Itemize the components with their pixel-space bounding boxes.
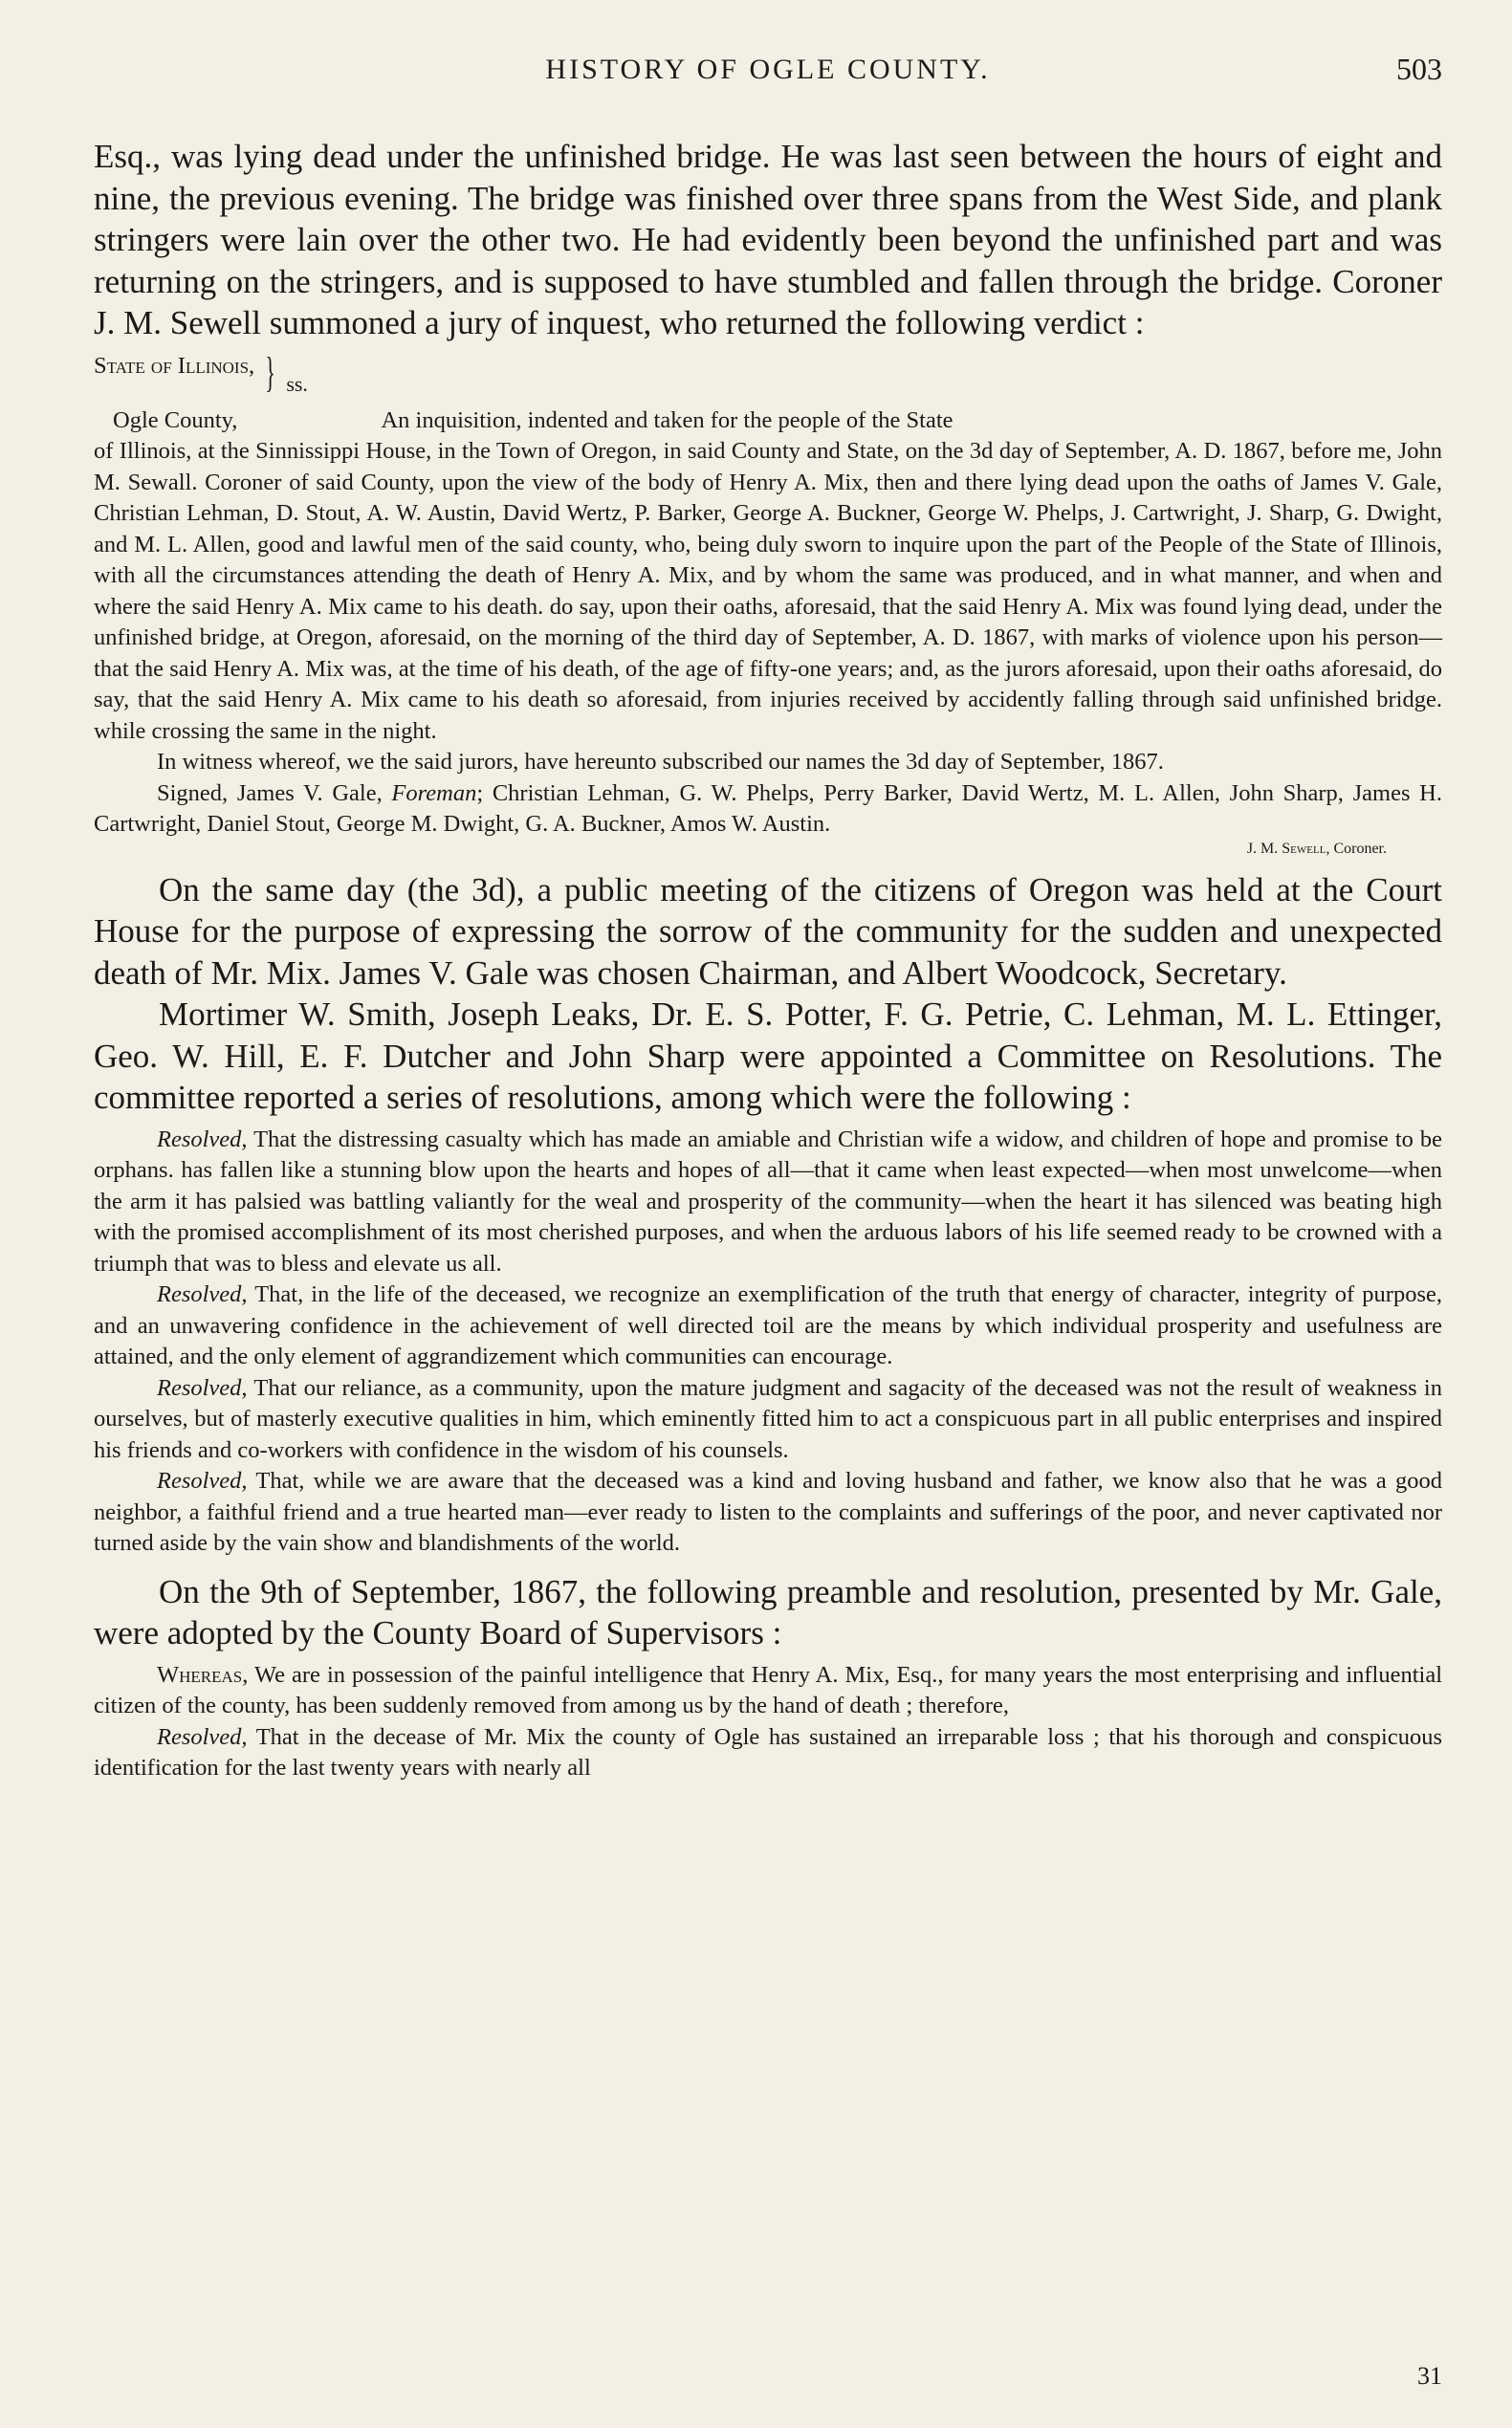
witness-clause: In witness whereof, we the said jurors, have hereunto subscribed our names the 3d day of September, 1867. (157, 749, 1164, 775)
board-resolution (94, 1660, 1442, 1784)
coroner-verdict (94, 348, 1442, 858)
resolution-lead: Resolved, (157, 1468, 248, 1494)
coroner-name: J. M. (1246, 840, 1279, 857)
intro-paragraph: Esq., was lying dead under the unfinished bridge. He was last seen between the hours of eight and nine, the previous evening. The bridge was finished over three spans from the West Side, and plank stringers were lain over the other two. He had evidently been beyond the unfinished part and was returning on the stringers, and is supposed to have stumbled and fallen through the bridge. Coroner J. M. Sewell summoned a jury of inquest, who returned the following verdict : (94, 138, 1442, 341)
venue-lines (94, 352, 254, 381)
signed-rest: ; Christian Lehman, G. W. Phelps, Perry Barker, David Wertz, M. L. Allen, John Sharp, James H. Cartwright, Daniel Stout, George M. Dwight, G. A. Buckner, Amos W. Austin. (94, 779, 1442, 837)
resolution-text: That, in the life of the deceased, we recognize an exemplification of the truth that energy of character, integrity of purpose, and an unwavering confidence in the achievement of well directed toil are the means by which individual prosperity and usefulness are attained, and the only element of aggrandizement which communities can encourage. (94, 1281, 1442, 1369)
narrative-block-3 (94, 1571, 1442, 1654)
signature-mark: 31 (1417, 2362, 1442, 2390)
narrative-block-2 (94, 869, 1442, 1119)
whereas-clause (94, 1660, 1442, 1722)
resolution-lead: Resolved, (157, 1374, 248, 1401)
coroner-signature (1247, 841, 1442, 858)
resolution-text: That our reliance, as a community, upon the mature judgment and sagacity of the deceased was not the result of weakness in ourselves, but of masterly executive qualities in him, which eminently fitted him to act a conspicuous part in all public enterprises and inspired his friends and co-workers with confidence in the wisdom of his counsels. (94, 1374, 1442, 1463)
page-body (94, 136, 1442, 1784)
page-header (94, 52, 1442, 90)
final-resolution-text: That in the decease of Mr. Mix the county of Ogle has sustained an irreparable loss ; that his thorough and conspicuous identification for the last twenty years with nearly all (94, 1723, 1442, 1781)
resolutions-list (94, 1125, 1442, 1560)
resolution-text: That the distressing casualty which has made an amiable and Christian wife a widow, and children of hope and promise to be orphans. has fallen like a stunning blow upon the hearts and hopes of all—that it came when least expected—when most unwelcome—when the arm it has palsied was battling valiantly for the weal and prosperity of the community—when the heart it has silenced was beating high with the promised accomplishment of its most cherished purposes, and when the arduous labors of his life seemed ready to be crowned with a triumph that was to bless and elevate us all. (94, 1126, 1442, 1277)
resolution-text: That, while we are aware that the deceased was a kind and loving husband and father, we know also that he was a good neighbor, a faithful friend and a true hearted man—ever ready to listen to the complaints and sufferings of the poor, and never captivated nor turned aside by the vain show and blandishments of the world. (94, 1468, 1442, 1556)
narrative-block-1 (94, 136, 1442, 344)
inquisition-opening: An inquisition, indented and taken for the people of the State (381, 406, 953, 433)
signed-prefix: Signed, James V. Gale, (157, 779, 383, 806)
foreman-label: Foreman (391, 779, 477, 806)
page-number: 503 (1396, 52, 1442, 86)
inquisition-first-line (94, 405, 1442, 437)
committee-paragraph: Mortimer W. Smith, Joseph Leaks, Dr. E. S. Potter, F. G. Petrie, C. Lehman, M. L. Ettinger, Geo. W. Hill, E. F. Dutcher and John Sharp were appointed a Committee on Resolutions. The committee reported a series of resolutions, among which were the following : (94, 995, 1442, 1116)
resolution-2 (94, 1280, 1442, 1373)
inquisition-text: of Illinois, at the Sinnissippi House, in the Town of Oregon, in said County and State, on the 3d day of September, A. D. 1867, before me, John M. Sewall. Coroner of said County, upon the view of the body of Henry A. Mix, then and there lying dead upon the oaths of James V. Gale, Christian Lehman, D. Stout, A. W. Austin, David Wertz, P. Barker, George A. Buckner, George W. Phelps, J. Cartwright, J. Sharp, G. Dwight, and M. L. Allen, good and lawful men of the said county, who, being duly sworn to inquire upon the part of the People of the State of Illinois, with all the circumstances attending the death of Henry A. Mix, and by whom the same was produced, and in what manner, and when and where the said Henry A. Mix came to his death. do say, upon their oaths, aforesaid, that the said Henry A. Mix was found lying dead, under the unfinished bridge, at Oregon, aforesaid, on the morning of the third day of September, A. D. 1867, with marks of violence upon his person—that the said Henry A. Mix was, at the time of his death, of the age of fifty-one years; and, as the jurors aforesaid, upon their oaths aforesaid, do say, that the said Henry A. Mix came to his death so aforesaid, from injuries received by accidently falling through said unfinished bridge. while crossing the same in the night. (94, 438, 1442, 744)
venue-ss: ss. (286, 371, 308, 396)
meeting-paragraph: On the same day (the 3d), a public meeting of the citizens of Oregon was held at the Court House for the purpose of expressing the sorrow of the community for the sudden and unexpected death of Mr. Mix. James V. Gale was chosen Chairman, and Albert Woodcock, Secretary. (94, 870, 1442, 992)
running-title: HISTORY OF OGLE COUNTY. (545, 54, 991, 85)
coroner-surname: Sewell, (1282, 840, 1330, 857)
coroner-signature-row (94, 841, 1442, 858)
resolution-1 (94, 1125, 1442, 1280)
venue-county: Ogle County, (113, 406, 238, 433)
venue-heading (94, 348, 1442, 405)
venue-brace: } (265, 348, 276, 396)
coroner-title: Coroner. (1333, 840, 1387, 857)
whereas-lead: Whereas, (157, 1661, 249, 1688)
resolution-3 (94, 1373, 1442, 1467)
venue-state: State of Illinois, (94, 352, 255, 379)
resolution-lead: Resolved, (157, 1126, 248, 1152)
board-paragraph: On the 9th of September, 1867, the following preamble and resolution, presented by Mr. Gale, were adopted by the County Board of Supervisors : (94, 1572, 1442, 1651)
final-resolution-lead: Resolved, (157, 1723, 248, 1750)
whereas-text: We are in possession of the painful intelligence that Henry A. Mix, Esq., for many years the most enterprising and influential citizen of the county, has been suddenly removed from among us by the hand of death ; therefore, (94, 1661, 1443, 1718)
signatures (94, 778, 1442, 841)
resolution-lead: Resolved, (157, 1281, 248, 1307)
resolution-4 (94, 1466, 1442, 1560)
final-resolution (94, 1722, 1442, 1784)
